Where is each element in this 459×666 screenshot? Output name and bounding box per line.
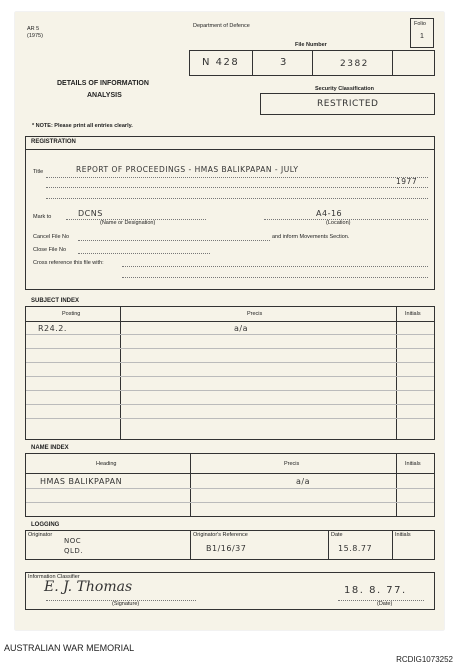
- name-col-heading: Heading: [96, 461, 117, 467]
- security-box: [260, 93, 435, 115]
- title-label: Title: [33, 169, 44, 175]
- name-precis-cell: a/a: [296, 477, 310, 486]
- footer-id: RCDIG1073252: [396, 655, 453, 664]
- classifier-label: Information Classifier: [28, 574, 80, 580]
- subject-index-table: [25, 306, 435, 440]
- signature-caption: (Signature): [112, 601, 140, 607]
- originator-label: Originator: [28, 532, 53, 538]
- originator-value-1: NOC: [64, 537, 82, 545]
- inform-movements-label: and inform Movements Section.: [272, 234, 350, 240]
- mark-to-label: Mark to: [33, 214, 52, 220]
- security-label: Security Classification: [315, 86, 374, 92]
- subject-precis-cell: a/a: [234, 324, 248, 333]
- subject-col-posting: Posting: [62, 311, 81, 317]
- cross-reference-label: Cross reference this file with:: [33, 260, 104, 266]
- footer-source: AUSTRALIAN WAR MEMORIAL: [4, 643, 135, 653]
- security-value: RESTRICTED: [317, 99, 379, 109]
- subject-col-precis: Precis: [247, 311, 263, 317]
- logging-initials-label: Initials: [395, 532, 411, 538]
- location-value: A4-16: [316, 209, 343, 218]
- file-number-part: 3: [280, 57, 288, 68]
- note-text: * NOTE: Please print all entries clearly.: [32, 123, 133, 129]
- name-index-table: [25, 453, 435, 517]
- department-label: Department of Defence: [193, 23, 250, 29]
- subject-index-title: SUBJECT INDEX: [31, 298, 80, 304]
- title-value-2: 1977: [396, 177, 418, 186]
- subject-posting-cell: R24.2.: [38, 324, 67, 333]
- name-index-title: NAME INDEX: [31, 445, 69, 451]
- document-page: [15, 12, 444, 630]
- originator-value-2: QLD.: [64, 547, 84, 555]
- form-title-line1: DETAILS OF INFORMATION: [57, 80, 149, 87]
- file-number-suffix: 2382: [340, 59, 369, 69]
- folio-label: Folio: [414, 21, 426, 27]
- form-title-line2: ANALYSIS: [87, 92, 122, 99]
- name-col-initials: Initials: [405, 461, 421, 467]
- file-number-box: [189, 50, 435, 76]
- classifier-signature: E. J. Thomas: [44, 579, 133, 595]
- registration-title: REGISTRATION: [31, 139, 76, 145]
- classifier-date-value: 18. 8. 77.: [344, 585, 407, 596]
- logging-title: LOGGING: [31, 522, 60, 528]
- logging-date-label: Date: [331, 532, 343, 538]
- location-caption: (Location): [326, 220, 351, 226]
- name-heading-cell: HMAS BALIKPAPAN: [40, 477, 123, 486]
- folio-box: [410, 18, 434, 48]
- form-year: (1975): [27, 33, 43, 39]
- mark-to-value: DCNS: [78, 209, 103, 218]
- close-file-label: Close File No: [33, 247, 67, 253]
- date-caption: (Date): [377, 601, 393, 607]
- originator-ref-value: B1/16/37: [206, 544, 247, 553]
- registration-section: [25, 136, 435, 290]
- title-value: REPORT OF PROCEEDINGS - HMAS BALIKPAPAN - JULY: [76, 165, 299, 174]
- originator-ref-label: Originator's Reference: [193, 532, 248, 538]
- classifier-box: [25, 572, 435, 610]
- name-caption: (Name or Designation): [100, 220, 156, 226]
- cancel-file-label: Cancel File No: [33, 234, 70, 240]
- file-number-prefix: N 428: [202, 57, 240, 68]
- form-code: AR 5: [27, 26, 40, 32]
- logging-table: [25, 530, 435, 560]
- logging-date-value: 15.8.77: [338, 544, 373, 553]
- file-number-label: File Number: [295, 42, 327, 48]
- folio-value: 1: [420, 33, 424, 40]
- name-col-precis: Precis: [284, 461, 300, 467]
- subject-col-initials: Initials: [405, 311, 421, 317]
